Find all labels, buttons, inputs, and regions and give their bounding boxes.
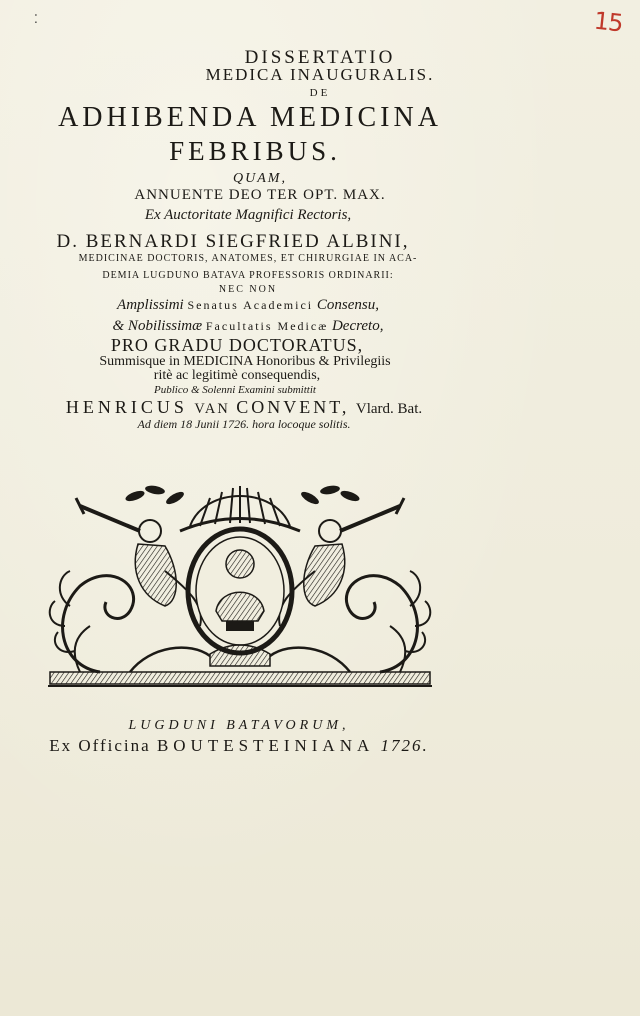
rector-title-line-2: DEMIA LUGDUNO BATAVA PROFESSORIS ORDINARII: (102, 270, 394, 281)
ornament-shell-canopy (180, 486, 300, 531)
author-surname: CONVENT, (236, 397, 350, 417)
ornament-central-medallion (188, 529, 292, 666)
title-line-dissertatio: DISSERTATIO (244, 47, 396, 68)
auctoritate-line: Ex Auctoritate Magnifici Rectoris, (144, 207, 352, 223)
senatus-academici: Senatus Academici (187, 298, 314, 312)
rite-line: ritè ac legitimè consequendis, (153, 368, 321, 383)
senatus-consensu: Consensu, (316, 297, 379, 313)
margin-mark: ⁚ (34, 12, 38, 26)
imprint-ex-officina: Ex Officina (49, 736, 151, 755)
quam-line: QUAM, (233, 171, 287, 186)
pro-gradu-line: PRO GRADU DOCTORATUS, (110, 335, 364, 355)
printers-ornament-vignette (40, 476, 440, 696)
summisque-line: Summisque in MEDICINA Honoribus & Privilegiis (99, 354, 391, 369)
facultatis-medicae: Facultatis Medicæ (205, 319, 329, 333)
rector-name: D. BERNARDI SIEGFRIED ALBINI, (56, 231, 410, 252)
ornament-base (48, 672, 432, 686)
imprint-city: LUGDUNI BATAVORUM, (128, 718, 350, 733)
title-line-febribus: FEBRIBUS. (169, 136, 341, 166)
author-first-name: HENRICUS (65, 397, 188, 417)
imprint-year: 1726. (380, 736, 429, 755)
author-origin: Vlard. Bat. (355, 401, 423, 417)
author-particle: VAN (194, 401, 230, 417)
title-line-medica: MEDICA INAUGURALIS. (205, 65, 435, 84)
annuente-line: ANNUENTE DEO TER OPT. MAX. (134, 187, 386, 203)
facultatis-nobilissimae: & Nobilissimæ (112, 318, 203, 334)
nec-non-line: NEC NON (218, 284, 278, 295)
facultatis-decreto: Decreto, (331, 318, 384, 334)
publico-line: Publico & Solenni Examini submittit (154, 384, 316, 396)
senatus-amplissimi: Amplissimi (117, 297, 184, 313)
rector-title-line-1: MEDICINAE DOCTORIS, ANATOMES, ET CHIRURGIAE IN ACA- (78, 253, 418, 264)
facultatis-line (0, 319, 496, 334)
title-line-de: DE (309, 87, 331, 99)
imprint-officina-line (0, 736, 478, 756)
folio-number: 15 (592, 6, 624, 38)
ornament-left-trumpeter (76, 498, 201, 626)
ornament-right-trumpeter (279, 498, 404, 626)
title-line-adhibenda: ADHIBENDA MEDICINA (58, 102, 442, 133)
imprint-printer: BOUTESTEINIANA (156, 736, 375, 755)
date-line: Ad diem 18 Junii 1726. hora locoque solitis. (137, 417, 351, 431)
author-line (0, 398, 494, 417)
senatus-line (0, 298, 496, 313)
